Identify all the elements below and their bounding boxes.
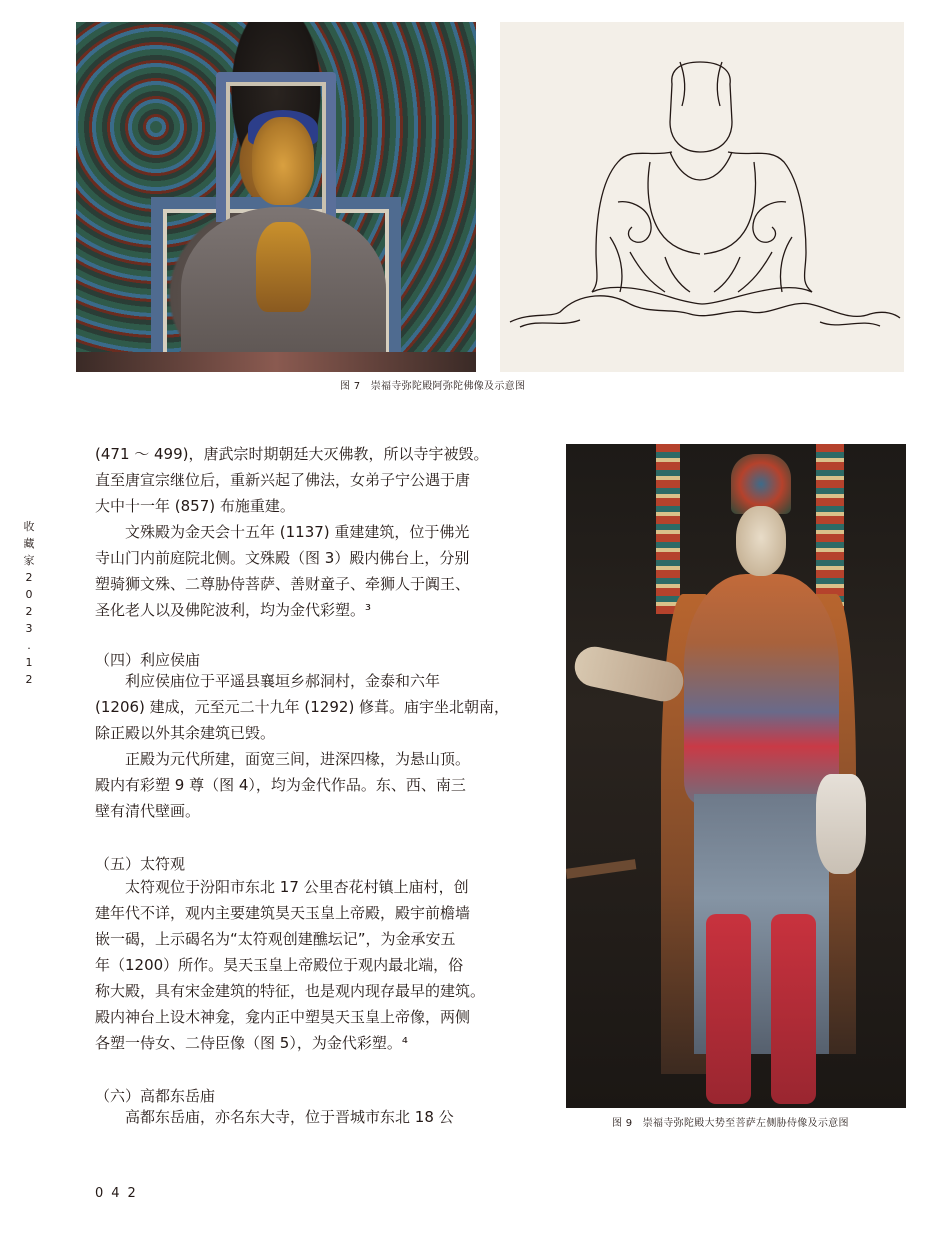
- statue-leg-left: [706, 914, 751, 1104]
- text-line: 嵌一碣，上示碣名为“太符观创建醮坛记”，为金承安五: [95, 930, 456, 948]
- text-line: 圣化老人以及佛陀波利，均为金代彩塑。³: [95, 601, 372, 619]
- statue-crown: [731, 454, 791, 514]
- fig7-buddha-photo: [76, 22, 476, 372]
- side-journal-label: [21, 518, 37, 688]
- text-line: 殿内神台上设木神龛，龛内正中塑昊天玉皇上帝像，两侧: [95, 1008, 471, 1026]
- text-line: 称大殿，具有宋金建筑的特征，也是观内现存最早的建筑。: [95, 982, 486, 1000]
- buddha-line-drawing: [500, 22, 904, 372]
- halo-left-band: [656, 444, 680, 614]
- text-line: 建年代不详，观内主要建筑昊天玉皇上帝殿，殿宇前檐墙: [95, 904, 471, 922]
- text-line: 除正殿以外其余建筑已毁。: [95, 724, 276, 742]
- fig9-bodhisattva-photo: [566, 444, 906, 1108]
- text-line: 太符观位于汾阳市东北 17 公里杏花村镇上庙村，创: [95, 878, 469, 896]
- wooden-beam: [566, 859, 636, 879]
- side-label-char: 2: [25, 571, 33, 584]
- body-paragraph-2: [95, 668, 509, 824]
- text-line: 高都东岳庙，亦名东大寺，位于晋城市东北 18 公: [95, 1108, 454, 1126]
- side-label-char: 收: [23, 520, 35, 533]
- side-label-char: 0: [25, 588, 33, 601]
- text-line: 殿内有彩塑 9 尊（图 4），均为金代作品。东、西、南三: [95, 776, 466, 794]
- body-paragraph-4: [95, 1104, 454, 1130]
- statue-hand-right: [816, 774, 866, 874]
- body-paragraph-1: [95, 441, 489, 623]
- text-line: (471 ～ 499)，唐武宗时期朝廷大灭佛教，所以寺宇被毁。: [95, 445, 489, 463]
- text-line: 壁有清代壁画。: [95, 802, 201, 820]
- text-line: 直至唐宣宗继位后，重新兴起了佛法，女弟子宁公遇于唐: [95, 471, 471, 489]
- buddha-base: [76, 352, 476, 372]
- text-line: 正殿为元代所建，面宽三间，进深四椽，为悬山顶。: [95, 750, 471, 768]
- statue-face: [736, 506, 786, 576]
- text-line: 塑骑狮文殊、二尊胁侍菩萨、善财童子、牵狮人于阗王、: [95, 575, 471, 593]
- side-label-char: .: [27, 639, 31, 652]
- text-line: (1206) 建成，元至元二十九年 (1292) 修葺。庙宇坐北朝南，: [95, 698, 510, 716]
- text-line: 年（1200）所作。昊天玉皇上帝殿位于观内最北端，俗: [95, 956, 464, 974]
- side-label-char: 2: [25, 673, 33, 686]
- fig7-buddha-sketch: [500, 22, 904, 372]
- text-line: 大中十一年 (857) 布施重建。: [95, 497, 295, 515]
- text-line: 文殊殿为金天会十五年 (1137) 重建建筑，位于佛光: [95, 523, 470, 541]
- text-line: 寺山门内前庭院北侧。文殊殿（图 3）殿内佛台上，分别: [95, 549, 470, 567]
- side-label-char: 藏: [23, 537, 35, 550]
- page-number: 042: [95, 1186, 144, 1201]
- statue-leg-right: [771, 914, 816, 1104]
- statue-torso: [684, 574, 839, 804]
- text-line: 利应侯庙位于平遥县襄垣乡郝洞村，金泰和六年: [95, 672, 441, 690]
- fig9-caption: 图 9 崇福寺弥陀殿大势至菩萨左侧胁侍像及示意图: [612, 1118, 849, 1129]
- buddha-hands: [256, 222, 311, 312]
- side-label-char: 2: [25, 605, 33, 618]
- body-paragraph-3: [95, 874, 485, 1056]
- section-heading-5: （五）太符观: [95, 855, 186, 873]
- side-label-char: 家: [23, 554, 35, 567]
- text-line: 各塑一侍女、二侍臣像（图 5），为金代彩塑。⁴: [95, 1034, 408, 1052]
- side-label-char: 3: [25, 622, 33, 635]
- section-heading-6: （六）高都东岳庙: [95, 1087, 216, 1105]
- side-label-char: 1: [25, 656, 33, 669]
- section-heading-4: （四）利应侯庙: [95, 651, 201, 669]
- fig7-caption: 图 7 崇福寺弥陀殿阿弥陀佛像及示意图: [340, 381, 526, 392]
- buddha-head: [252, 117, 314, 205]
